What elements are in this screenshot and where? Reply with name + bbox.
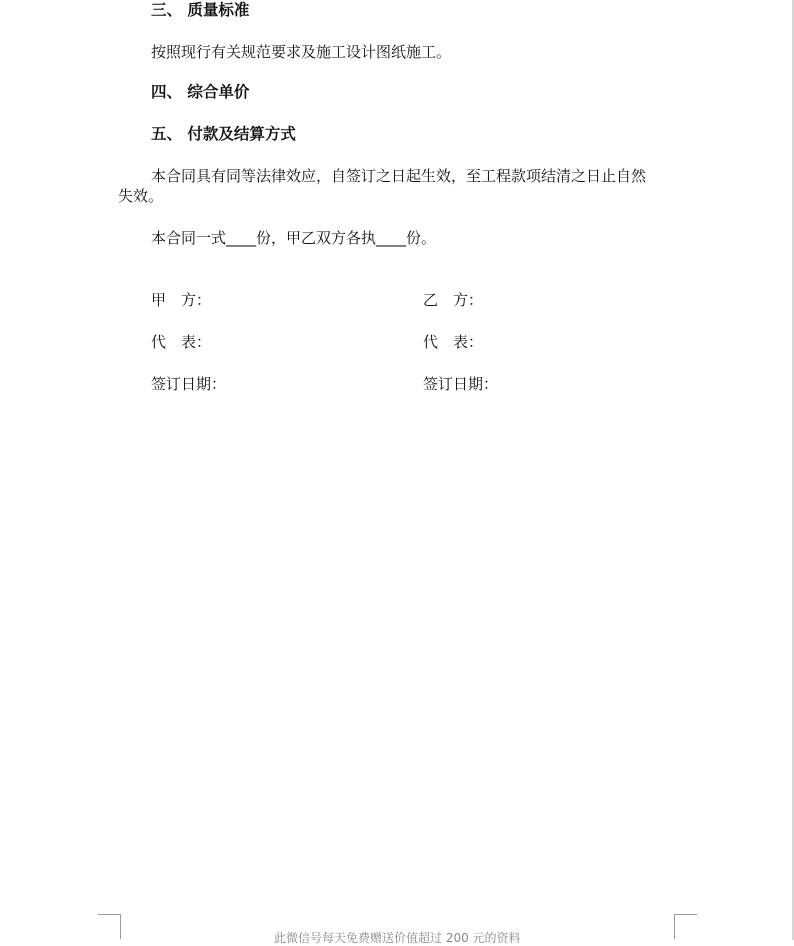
party-b-sign-date-label: 签订日期： (423, 375, 499, 393)
party-a-sign-date-label: 签订日期： (151, 375, 227, 393)
party-b-label: 乙 方： (423, 291, 484, 309)
footer-note: 此微信号每天免费赠送价值超过 200 元的资料 (274, 931, 521, 945)
page-margin-corner-right (674, 914, 697, 939)
section-5-heading: 五、 付款及结算方式 (151, 125, 296, 143)
copies-paragraph: 本合同一式____份，甲乙双方各执____份。 (151, 229, 437, 247)
party-b-representative-label: 代 表： (423, 333, 484, 351)
section-4-heading: 四、 综合单价 (151, 83, 250, 101)
party-a-label: 甲 方： (151, 291, 212, 309)
section-3-heading: 三、 质量标准 (151, 1, 250, 19)
page-margin-corner-left (98, 914, 121, 939)
section-3-body: 按照现行有关规范要求及施工设计图纸施工。 (151, 43, 452, 61)
party-a-representative-label: 代 表： (151, 333, 212, 351)
validity-paragraph-line2: 失效。 (118, 187, 164, 205)
validity-paragraph-line1: 本合同具有同等法律效应，自签订之日起生效，至工程款项结清之日止自然 (151, 167, 647, 185)
